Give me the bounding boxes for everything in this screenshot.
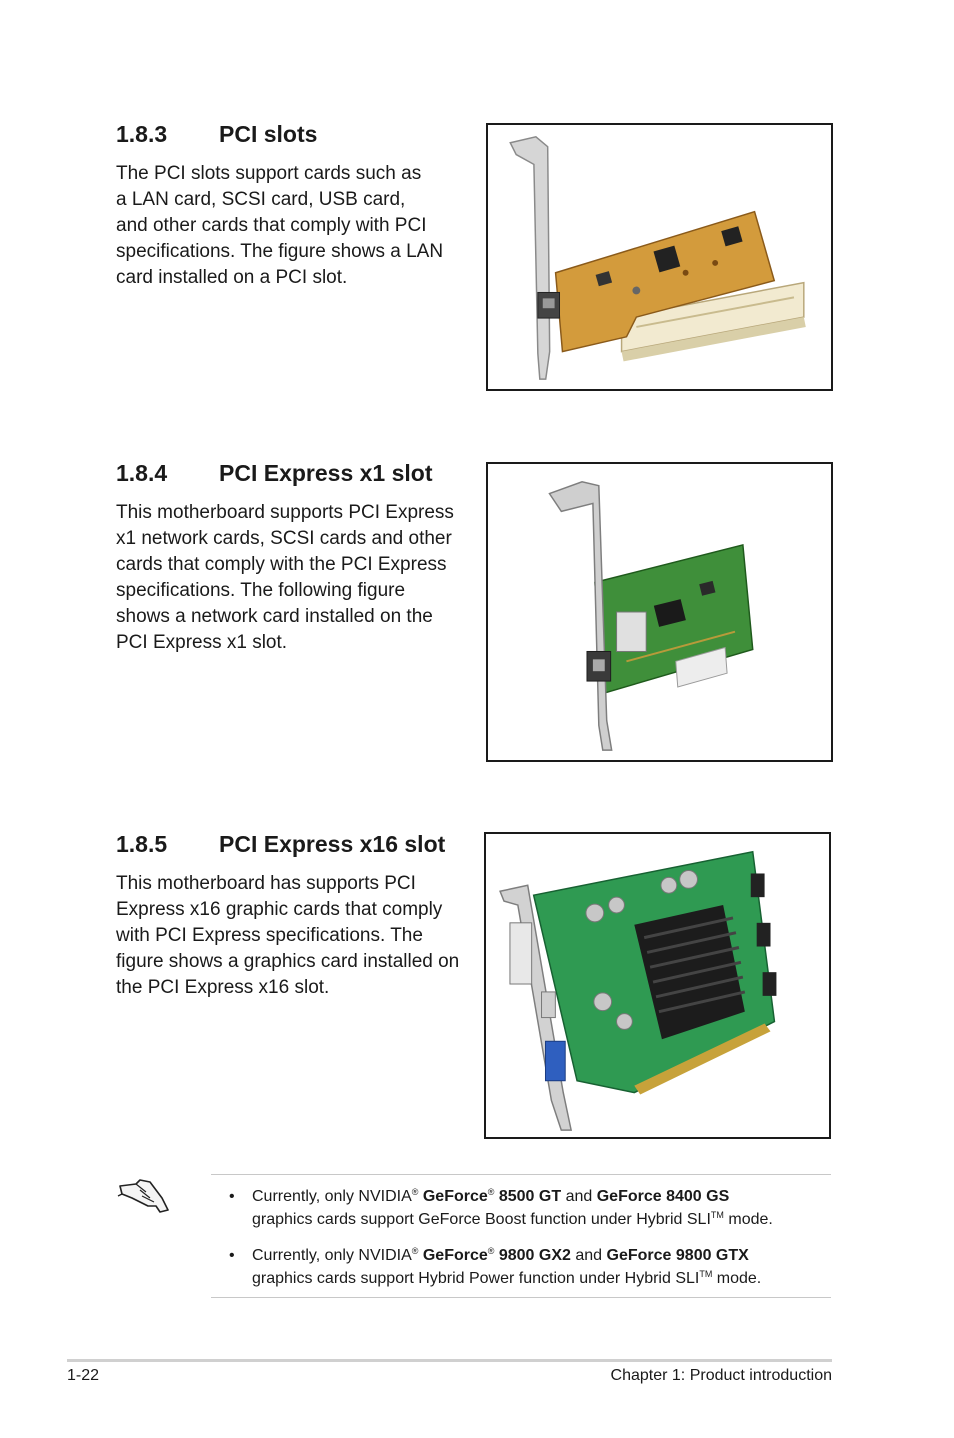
note-bold-part: 9800 GX2 <box>498 1247 571 1264</box>
trademark-mark: TM <box>699 1269 713 1279</box>
section-heading <box>116 460 433 487</box>
pci-lan-card-illustration <box>488 125 831 389</box>
note-text-part: Currently, only NVIDIA <box>252 1247 412 1264</box>
note-bold-part: 8500 GT <box>498 1188 562 1205</box>
section-title: PCI Express x1 slot <box>219 460 433 486</box>
section-number: 1.8.5 <box>116 831 168 857</box>
body-line: the PCI Express x16 slot. <box>116 977 330 998</box>
section-body <box>116 871 459 1001</box>
note-bold-part: GeForce <box>422 1247 488 1264</box>
body-line: The PCI slots support cards such as <box>116 163 422 184</box>
chapter-title: Chapter 1: Product introduction <box>610 1367 832 1384</box>
body-line: This motherboard has supports PCI <box>116 873 416 894</box>
body-line: cards that comply with the PCI Express <box>116 554 447 575</box>
pci-lan-card-figure <box>486 123 833 391</box>
section-body <box>116 500 454 656</box>
note-bold-part: GeForce <box>422 1188 488 1205</box>
section-heading <box>116 831 445 858</box>
registered-mark: ® <box>411 1246 419 1256</box>
body-line: a LAN card, SCSI card, USB card, <box>116 189 406 210</box>
note-text-part: graphics cards support GeForce Boost function under Hybrid SLI <box>252 1211 711 1228</box>
note-bold-part: GeForce 8400 GS <box>596 1188 730 1205</box>
body-line: specifications. The following figure <box>116 580 406 601</box>
pcie-x16-graphics-card-illustration <box>486 834 829 1137</box>
body-line: and other cards that comply with PCI <box>116 215 427 236</box>
note-text-part: and <box>575 1247 603 1264</box>
trademark-mark: TM <box>710 1210 724 1220</box>
body-line: card installed on a PCI slot. <box>116 267 348 288</box>
pcie-x1-network-card-figure <box>486 462 833 762</box>
pcie-x1-network-card-illustration <box>488 464 831 760</box>
section-title: PCI slots <box>219 121 318 147</box>
pointing-hand-icon <box>116 1172 174 1216</box>
page-number: 1-22 <box>67 1367 100 1384</box>
note-text-part: mode. <box>716 1270 762 1287</box>
footer-rule <box>67 1359 832 1362</box>
note-text-part: and <box>565 1188 593 1205</box>
body-line: This motherboard supports PCI Express <box>116 502 454 523</box>
body-line: with PCI Express specifications. The <box>116 925 423 946</box>
section-number: 1.8.4 <box>116 460 168 486</box>
bullet: • <box>229 1188 235 1205</box>
registered-mark: ® <box>487 1246 495 1256</box>
bullet: • <box>229 1247 235 1264</box>
note-area <box>116 1172 832 1300</box>
registered-mark: ® <box>411 1187 419 1197</box>
body-line: specifications. The figure shows a LAN <box>116 241 444 262</box>
body-line: figure shows a graphics card installed on <box>116 951 460 972</box>
note-box <box>211 1174 831 1298</box>
note-bold-part: GeForce 9800 GTX <box>606 1247 749 1264</box>
body-line: x1 network cards, SCSI cards and other <box>116 528 452 549</box>
section-number: 1.8.3 <box>116 121 168 147</box>
section-title: PCI Express x16 slot <box>219 831 446 857</box>
note-text-part: graphics cards support Hybrid Power function under Hybrid SLI <box>252 1270 700 1287</box>
body-line: shows a network card installed on the <box>116 606 433 627</box>
section-heading <box>116 121 317 148</box>
section-body <box>116 161 443 291</box>
note-text <box>252 1244 832 1290</box>
note-text <box>252 1185 832 1231</box>
note-text-part: mode. <box>728 1211 773 1228</box>
note-text-part: Currently, only NVIDIA <box>252 1188 412 1205</box>
body-line: Express x16 graphic cards that comply <box>116 899 443 920</box>
body-line: PCI Express x1 slot. <box>116 632 288 653</box>
pcie-x16-graphics-card-figure <box>484 832 831 1139</box>
registered-mark: ® <box>487 1187 495 1197</box>
